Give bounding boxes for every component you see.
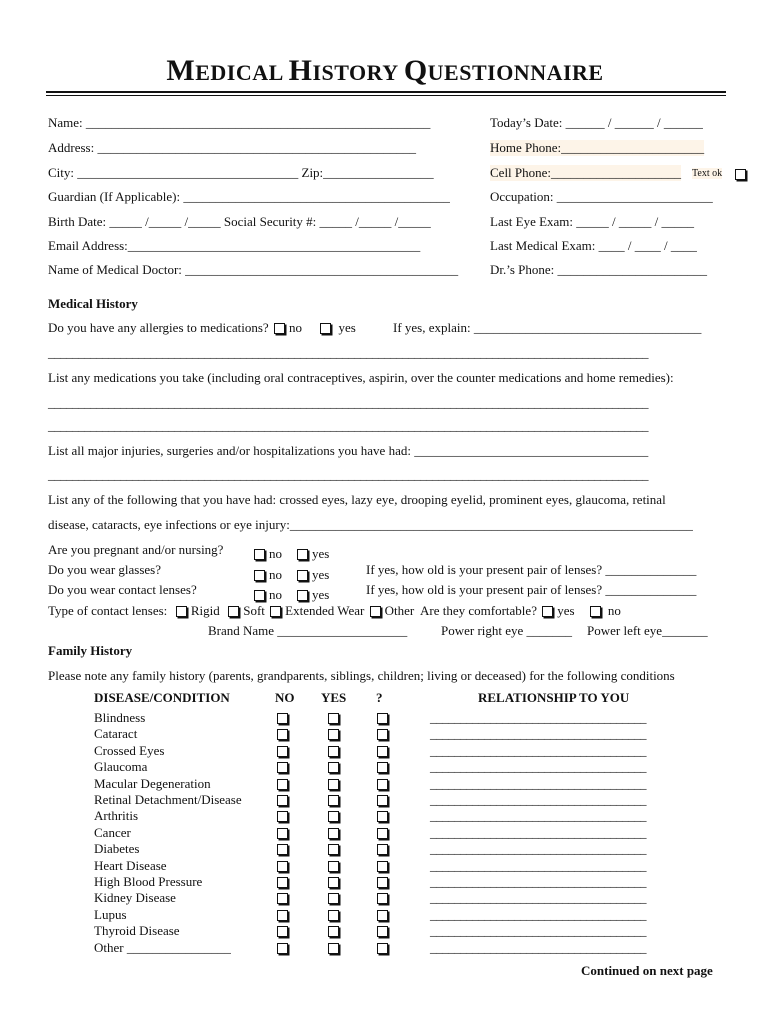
text-ok-checkbox[interactable] xyxy=(735,169,746,180)
condition-label: Cancer xyxy=(94,824,131,840)
no-checkbox[interactable] xyxy=(277,844,288,855)
no-checkbox[interactable] xyxy=(277,811,288,822)
home-phone-field[interactable]: Home Phone:______________________ xyxy=(490,140,705,155)
family-history-heading: Family History xyxy=(48,643,133,658)
allergies-yes-checkbox[interactable] xyxy=(320,323,331,334)
medications-question: List any medications you take (including oral contraceptives, aspirin, over the counter medications and home remedies): xyxy=(48,370,674,385)
relationship-field[interactable]: ____________________________________ xyxy=(430,759,646,775)
comfortable-no-checkbox[interactable] xyxy=(590,606,601,617)
yes-checkbox[interactable] xyxy=(328,746,339,757)
pregnant-options: no yes xyxy=(252,546,329,562)
no-checkbox[interactable] xyxy=(277,877,288,888)
relationship-field[interactable]: ____________________________________ xyxy=(430,890,646,906)
last-medical-exam-field[interactable]: Last Medical Exam: ____ / ____ / ____ xyxy=(490,238,697,253)
yes-checkbox[interactable] xyxy=(328,729,339,740)
no-checkbox[interactable] xyxy=(277,795,288,806)
eye-conditions-field[interactable]: disease, cataracts, eye infections or eye injury:______________________________________________________________ xyxy=(48,517,693,532)
unknown-checkbox[interactable] xyxy=(377,795,388,806)
condition-label: Glaucoma xyxy=(94,759,148,775)
condition-label: Arthritis xyxy=(94,808,139,824)
condition-label: Crossed Eyes xyxy=(94,742,165,758)
email-field[interactable]: Email Address:_____________________________________________ xyxy=(48,238,421,253)
condition-label: Blindness xyxy=(94,710,146,725)
dr-phone-field[interactable]: Dr.’s Phone: _______________________ xyxy=(490,262,708,277)
family-history-intro: Please note any family history (parents, grandparents, siblings, children; living or deceased) for the following conditions xyxy=(48,668,675,683)
no-checkbox[interactable] xyxy=(277,779,288,790)
medications-line-1[interactable]: ____________________________________________________________________________________________________ xyxy=(48,395,648,410)
eye-conditions-question: List any of the following that you have had: crossed eyes, lazy eye, drooping eyelid, prominent eyes, glaucoma, retinal xyxy=(48,492,666,507)
lens-type-row: Type of contact lenses: Rigid Soft Extended Wear Other Are they comfortable? yes no xyxy=(48,603,621,618)
yes-checkbox[interactable] xyxy=(328,893,339,904)
relationship-field[interactable]: ____________________________________ xyxy=(430,824,646,840)
table-row xyxy=(0,710,770,726)
cell-phone-field[interactable]: Cell Phone:____________________ xyxy=(490,165,682,180)
no-checkbox[interactable] xyxy=(277,893,288,904)
allergies-explain-field[interactable]: If yes, explain: ___________________________________ xyxy=(393,320,702,335)
relationship-field[interactable]: ____________________________________ xyxy=(430,874,646,889)
condition-label: Macular Degeneration xyxy=(94,775,211,791)
no-checkbox[interactable] xyxy=(277,861,288,872)
table-row xyxy=(0,923,770,939)
table-row xyxy=(0,874,770,890)
yes-checkbox[interactable] xyxy=(328,779,339,790)
relationship-field[interactable]: ____________________________________ xyxy=(430,792,646,807)
table-row xyxy=(0,890,770,906)
unknown-checkbox[interactable] xyxy=(377,779,388,790)
glasses-yes-checkbox[interactable] xyxy=(297,570,308,581)
contacts-question: Do you wear contact lenses? xyxy=(48,582,197,597)
col-no: NO xyxy=(275,690,295,705)
condition-label: Lupus xyxy=(94,906,127,922)
table-row xyxy=(0,776,770,792)
allergies-question: Do you have any allergies to medications? no yes xyxy=(48,320,356,335)
other-lens-checkbox[interactable] xyxy=(370,606,381,617)
condition-label: Diabetes xyxy=(94,841,140,857)
name-field[interactable]: Name: _____________________________________________________ xyxy=(48,115,431,130)
medical-history-heading: Medical History xyxy=(48,296,138,311)
no-checkbox[interactable] xyxy=(277,910,288,921)
no-checkbox[interactable] xyxy=(277,926,288,937)
col-yes: YES xyxy=(321,690,347,705)
injuries-line[interactable]: ____________________________________________________________________________________________________ xyxy=(48,467,648,482)
yes-checkbox[interactable] xyxy=(328,762,339,773)
relationship-field[interactable]: ____________________________________ xyxy=(430,923,646,939)
no-checkbox[interactable] xyxy=(277,713,288,724)
yes-checkbox[interactable] xyxy=(328,713,339,724)
unknown-checkbox[interactable] xyxy=(377,926,388,937)
brand-name-field[interactable]: Brand Name ____________________ xyxy=(208,623,408,638)
unknown-checkbox[interactable] xyxy=(377,877,388,888)
condition-label: Thyroid Disease xyxy=(94,923,180,939)
yes-checkbox[interactable] xyxy=(328,844,339,855)
text-ok-label: Text ok xyxy=(692,168,723,179)
contacts-options: no yes xyxy=(252,587,329,603)
soft-checkbox[interactable] xyxy=(228,606,239,617)
unknown-checkbox[interactable] xyxy=(377,844,388,855)
condition-label: Retinal Detachment/Disease xyxy=(94,792,242,807)
pregnant-yes-checkbox[interactable] xyxy=(297,549,308,560)
relationship-field[interactable]: ____________________________________ xyxy=(430,808,646,824)
condition-label: Kidney Disease xyxy=(94,890,176,906)
table-row xyxy=(0,940,770,956)
no-checkbox[interactable] xyxy=(277,729,288,740)
contacts-no-checkbox[interactable] xyxy=(254,590,265,601)
no-checkbox[interactable] xyxy=(277,828,288,839)
relationship-field[interactable]: ____________________________________ xyxy=(430,841,646,857)
relationship-field[interactable]: ____________________________________ xyxy=(430,775,646,791)
yes-checkbox[interactable] xyxy=(328,861,339,872)
table-row xyxy=(0,726,770,742)
medications-line-2[interactable]: ____________________________________________________________________________________________________ xyxy=(48,418,648,433)
pregnant-no-checkbox[interactable] xyxy=(254,549,265,560)
glasses-no-checkbox[interactable] xyxy=(254,570,265,581)
injuries-question[interactable]: List all major injuries, surgeries and/or hospitalizations you have had: ____________________________________ xyxy=(48,443,649,458)
glasses-options: no yes xyxy=(252,567,329,583)
relationship-field[interactable]: ____________________________________ xyxy=(430,726,646,742)
relationship-field[interactable]: ____________________________________ xyxy=(430,742,646,758)
yes-checkbox[interactable] xyxy=(328,811,339,822)
contacts-age-field[interactable]: If yes, how old is your present pair of lenses? ______________ xyxy=(366,582,697,597)
address-field[interactable]: Address: _________________________________________________ xyxy=(48,140,416,155)
relationship-field[interactable]: ____________________________________ xyxy=(430,906,646,922)
allergies-line[interactable]: ____________________________________________________________________________________________________ xyxy=(48,345,648,360)
yes-checkbox[interactable] xyxy=(328,877,339,888)
todays-date-field[interactable]: Today’s Date: ______ / ______ / ______ xyxy=(490,115,703,130)
unknown-checkbox[interactable] xyxy=(377,861,388,872)
condition-label[interactable]: Other ________________ xyxy=(94,939,231,955)
table-row xyxy=(0,858,770,874)
table-row xyxy=(0,825,770,841)
no-checkbox[interactable] xyxy=(277,746,288,757)
continued-note: Continued on next page xyxy=(581,963,713,978)
condition-label: High Blood Pressure xyxy=(94,874,203,889)
title-rule xyxy=(46,91,726,93)
no-checkbox[interactable] xyxy=(277,943,288,954)
unknown-checkbox[interactable] xyxy=(377,893,388,904)
glasses-question: Do you wear glasses? xyxy=(48,562,161,577)
power-left-field[interactable]: Power left eye_______ xyxy=(587,623,708,638)
relationship-field[interactable]: ____________________________________ xyxy=(430,939,646,955)
city-zip-field[interactable]: City: __________________________________ Zip:_________________ xyxy=(48,165,434,180)
unknown-checkbox[interactable] xyxy=(377,729,388,740)
table-row xyxy=(0,792,770,808)
unknown-checkbox[interactable] xyxy=(377,828,388,839)
table-row xyxy=(0,759,770,775)
unknown-checkbox[interactable] xyxy=(377,943,388,954)
comfortable-yes-checkbox[interactable] xyxy=(542,606,553,617)
no-checkbox[interactable] xyxy=(277,762,288,773)
power-right-field[interactable]: Power right eye _______ xyxy=(441,623,573,638)
table-row xyxy=(0,841,770,857)
pregnant-question: Are you pregnant and/or nursing? xyxy=(48,542,224,557)
unknown-checkbox[interactable] xyxy=(377,910,388,921)
unknown-checkbox[interactable] xyxy=(377,762,388,773)
col-relationship: RELATIONSHIP TO YOU xyxy=(478,690,630,705)
yes-checkbox[interactable] xyxy=(328,926,339,937)
table-row xyxy=(0,743,770,759)
doctor-field[interactable]: Name of Medical Doctor: __________________________________________ xyxy=(48,262,459,277)
col-unknown: ? xyxy=(376,690,383,705)
relationship-field[interactable]: ____________________________________ xyxy=(430,857,646,873)
guardian-field[interactable]: Guardian (If Applicable): _________________________________________ xyxy=(48,189,450,204)
last-eye-exam-field[interactable]: Last Eye Exam: _____ / _____ / _____ xyxy=(490,214,695,229)
unknown-checkbox[interactable] xyxy=(377,811,388,822)
unknown-checkbox[interactable] xyxy=(377,713,388,724)
extended-wear-checkbox[interactable] xyxy=(270,606,281,617)
yes-checkbox[interactable] xyxy=(328,910,339,921)
unknown-checkbox[interactable] xyxy=(377,746,388,757)
allergies-no-checkbox[interactable] xyxy=(274,323,285,334)
contacts-yes-checkbox[interactable] xyxy=(297,590,308,601)
table-row xyxy=(0,907,770,923)
glasses-age-field[interactable]: If yes, how old is your present pair of lenses? ______________ xyxy=(366,562,697,577)
relationship-field[interactable]: ____________________________________ xyxy=(430,710,646,725)
condition-label: Heart Disease xyxy=(94,857,167,873)
condition-label: Cataract xyxy=(94,726,138,742)
rigid-checkbox[interactable] xyxy=(176,606,187,617)
title-rule-thin xyxy=(46,95,726,96)
table-row xyxy=(0,808,770,824)
occupation-field[interactable]: Occupation: ________________________ xyxy=(490,189,713,204)
col-disease: DISEASE/CONDITION xyxy=(94,690,230,705)
page-title: MEDICAL HISTORY QUESTIONNAIRE xyxy=(166,54,604,87)
yes-checkbox[interactable] xyxy=(328,828,339,839)
birth-ssn-field[interactable]: Birth Date: _____ /_____ /_____ Social Security #: _____ /_____ /_____ xyxy=(48,214,431,229)
yes-checkbox[interactable] xyxy=(328,795,339,806)
yes-checkbox[interactable] xyxy=(328,943,339,954)
